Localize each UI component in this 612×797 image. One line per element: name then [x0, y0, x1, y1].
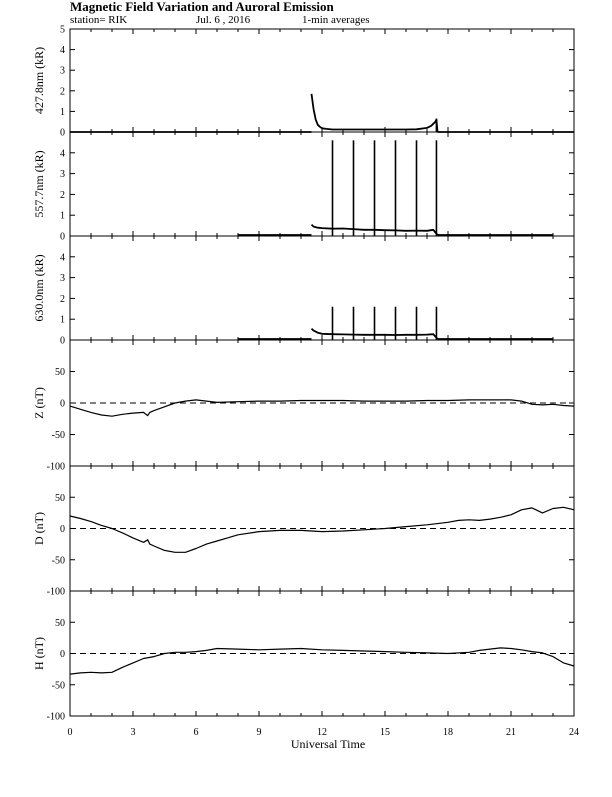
series-line [70, 648, 574, 674]
y-tick-label: 1 [60, 210, 65, 222]
chart-title: Magnetic Field Variation and Auroral Emission [70, 0, 334, 14]
panel-2 [32, 132, 574, 243]
panel-1 [32, 25, 574, 139]
y-axis-label: 427.8nm (kR) [32, 46, 46, 115]
y-tick-label: 1 [60, 106, 65, 118]
x-tick-label: 18 [443, 727, 453, 738]
y-tick-label: 2 [60, 86, 65, 98]
y-tick-label: 1 [60, 314, 65, 326]
y-tick-label: 5 [60, 24, 65, 36]
series-line [70, 400, 574, 416]
x-tick-label: 12 [317, 727, 327, 738]
y-tick-label: -100 [46, 586, 65, 598]
y-tick-label: 4 [60, 252, 65, 264]
y-tick-label: 0 [60, 649, 65, 660]
y-tick-label: 0 [60, 524, 65, 535]
y-tick-label: -100 [46, 461, 65, 473]
panel-frame [70, 132, 574, 236]
y-tick-label: -50 [51, 430, 65, 441]
series-line [312, 94, 438, 132]
y-tick-label: 0 [60, 127, 65, 139]
y-tick-label: 3 [60, 169, 65, 181]
panel-6 [32, 591, 574, 723]
y-tick-label: 3 [60, 65, 65, 77]
y-tick-label: 50 [55, 617, 65, 629]
y-tick-label: 0 [60, 335, 65, 347]
series-line [70, 507, 574, 552]
date-label: Jul. 6 , 2016 [196, 14, 251, 26]
x-axis-label: Universal Time [290, 737, 366, 751]
panel-frame [70, 236, 574, 340]
y-axis-label: 557.7nm (kR) [32, 150, 46, 218]
y-tick-label: -100 [46, 711, 65, 723]
x-tick-label: 0 [67, 727, 73, 738]
x-tick-label: 6 [193, 727, 199, 738]
averaging-label: 1-min averages [302, 14, 370, 26]
y-tick-label: 0 [60, 231, 65, 243]
y-tick-label: 4 [60, 148, 65, 160]
panel-stack [32, 25, 574, 723]
y-axis-label: Z (nT) [32, 387, 46, 419]
x-tick-label: 3 [130, 727, 136, 738]
y-axis-label: D (nT) [32, 512, 46, 545]
y-tick-label: 0 [60, 398, 65, 410]
x-tick-label: 9 [256, 727, 262, 738]
panel-4 [32, 340, 574, 473]
station-label: station= RIK [70, 14, 128, 26]
y-tick-label: 2 [60, 189, 65, 201]
y-tick-label: 2 [60, 293, 65, 305]
panel-frame [70, 29, 574, 132]
y-axis-label: H (nT) [32, 637, 46, 670]
panel-3 [32, 236, 574, 347]
y-tick-label: 50 [55, 492, 65, 504]
y-tick-label: -50 [51, 555, 65, 567]
y-tick-label: 50 [55, 367, 65, 378]
x-tick-label: 21 [506, 727, 516, 738]
panel-5 [32, 466, 574, 598]
x-tick-label: 15 [380, 727, 390, 738]
x-tick-label: 24 [569, 727, 579, 738]
y-tick-label: 4 [60, 45, 65, 57]
y-axis-label: 630.0nm (kR) [32, 254, 46, 322]
y-tick-label: 3 [60, 273, 65, 285]
y-tick-label: -50 [51, 680, 65, 692]
